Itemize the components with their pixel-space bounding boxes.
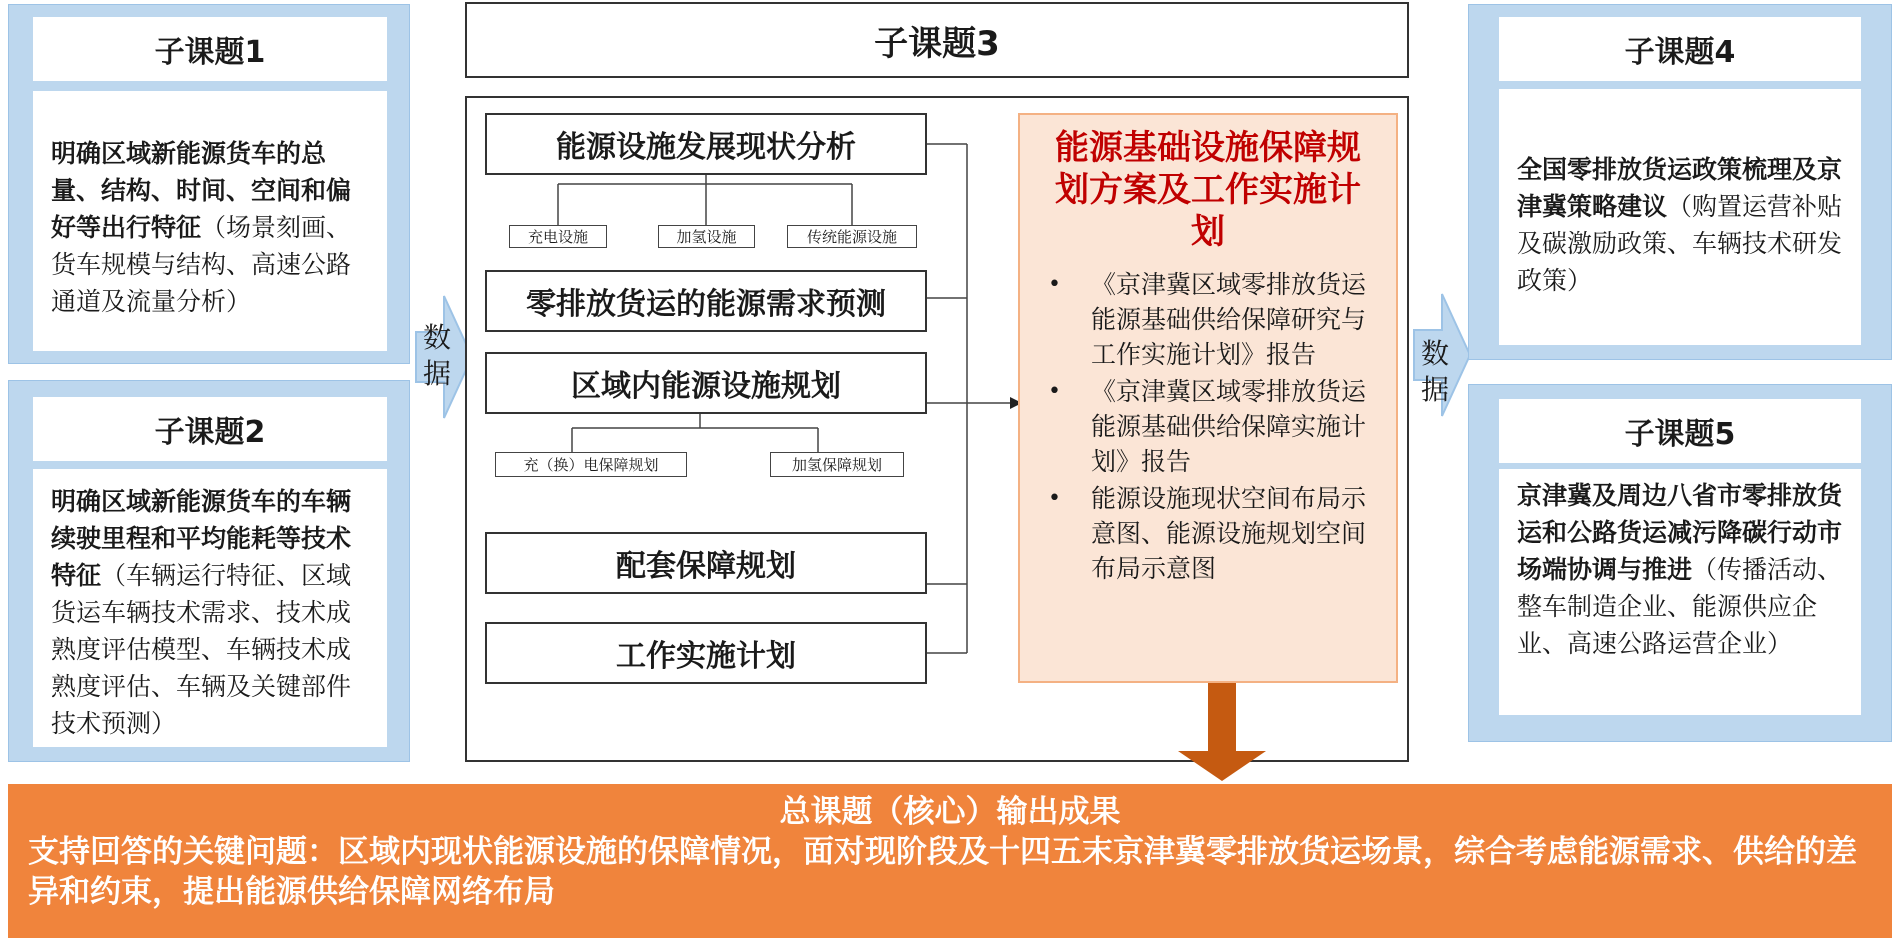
tag-hydrogen-planning: 加氢保障规划: [770, 452, 904, 477]
result-list: [1020, 253, 1396, 586]
subtopic4-body: [1499, 89, 1861, 345]
bottom-text: 支持回答的关键问题：区域内现状能源设施的保障情况，面对现阶段及十四五末京津冀零排放货运场景，综合考虑能源需求、供给的差异和约束，提出能源供给保障网络布局: [28, 834, 1857, 910]
subtopic1-bold-text: 明确区域新能源货车的总量、结构、时间、空间和偏好等出行特征: [51, 139, 352, 242]
task-energy-status-analysis: 能源设施发展现状分析: [485, 113, 927, 175]
subtopic5-title: 子课题5: [1499, 399, 1861, 463]
subtopic5-body: [1499, 469, 1861, 715]
result-item-text: 《京津冀区域零排放货运能源基础供给保障研究与工作实施计划》报告: [1091, 270, 1367, 369]
subtopic2-bold-text: 明确区域新能源货车的车辆续驶里程和平均能耗等技术特征: [51, 487, 352, 590]
result-title: 能源基础设施保障规划方案及工作实施计划: [1055, 128, 1361, 252]
result-item: [1036, 481, 1380, 586]
tag-charging-facility: 充电设施: [509, 225, 607, 248]
subtopic4-panel: [1468, 4, 1892, 360]
left-arrow-label: 数据: [422, 321, 451, 390]
subtopic5-normal-text: （传播活动、整车制造企业、能源供应企业、高速公路运营企业）: [1517, 555, 1843, 658]
right-arrow-label: 数据: [1420, 337, 1449, 406]
result-item-text: 能源设施现状空间布局示意图、能源设施规划空间布局示意图: [1091, 484, 1367, 583]
subtopic4-bold-text: 全国零排放货运政策梳理及京津冀策略建议: [1517, 155, 1843, 221]
task-regional-facility-planning: 区域内能源设施规划: [485, 352, 927, 414]
bullet-icon: •: [1048, 379, 1061, 404]
subtopic4-title: 子课题4: [1499, 17, 1861, 81]
task-supporting-planning: 配套保障规划: [485, 532, 927, 594]
subtopic1-normal-text: （场景刻画、货车规模与结构、高速公路通道及流量分析）: [51, 213, 352, 316]
subtopic2-title: 子课题2: [33, 397, 387, 461]
result-item: [1036, 267, 1380, 372]
subtopic2-normal-text: （车辆运行特征、区域货运车辆技术需求、技术成熟度评估模型、车辆技术成熟度评估、车辆及关键部件技术预测）: [51, 561, 352, 738]
bullet-icon: •: [1048, 272, 1061, 297]
tag-traditional-energy-facility: 传统能源设施: [787, 225, 917, 248]
result-item: [1036, 374, 1380, 479]
down-arrow: [1176, 683, 1268, 783]
tag-hydrogen-facility: 加氢设施: [658, 225, 755, 248]
subtopic4-normal-text: （购置运营补贴及碳激励政策、车辆技术研发政策）: [1517, 192, 1843, 295]
tag-charging-swap-planning: 充（换）电保障规划: [495, 452, 687, 477]
task-implementation-plan: 工作实施计划: [485, 622, 927, 684]
subtopic3-title: 子课题3: [465, 2, 1409, 78]
subtopic1-title: 子课题1: [33, 17, 387, 81]
subtopic5-panel: [1468, 384, 1892, 742]
bottom-title: 总课题（核心）输出成果: [779, 794, 1121, 830]
bottom-output-band: [8, 784, 1892, 938]
result-item-text: 《京津冀区域零排放货运能源基础供给保障实施计划》报告: [1091, 377, 1367, 476]
bullet-icon: •: [1048, 486, 1061, 511]
subtopic5-bold-text: 京津冀及周边八省市零排放货运和公路货运减污降碳行动市场端协调与推进: [1517, 481, 1843, 584]
task-energy-demand-forecast: 零排放货运的能源需求预测: [485, 270, 927, 332]
result-box: [1018, 113, 1398, 683]
